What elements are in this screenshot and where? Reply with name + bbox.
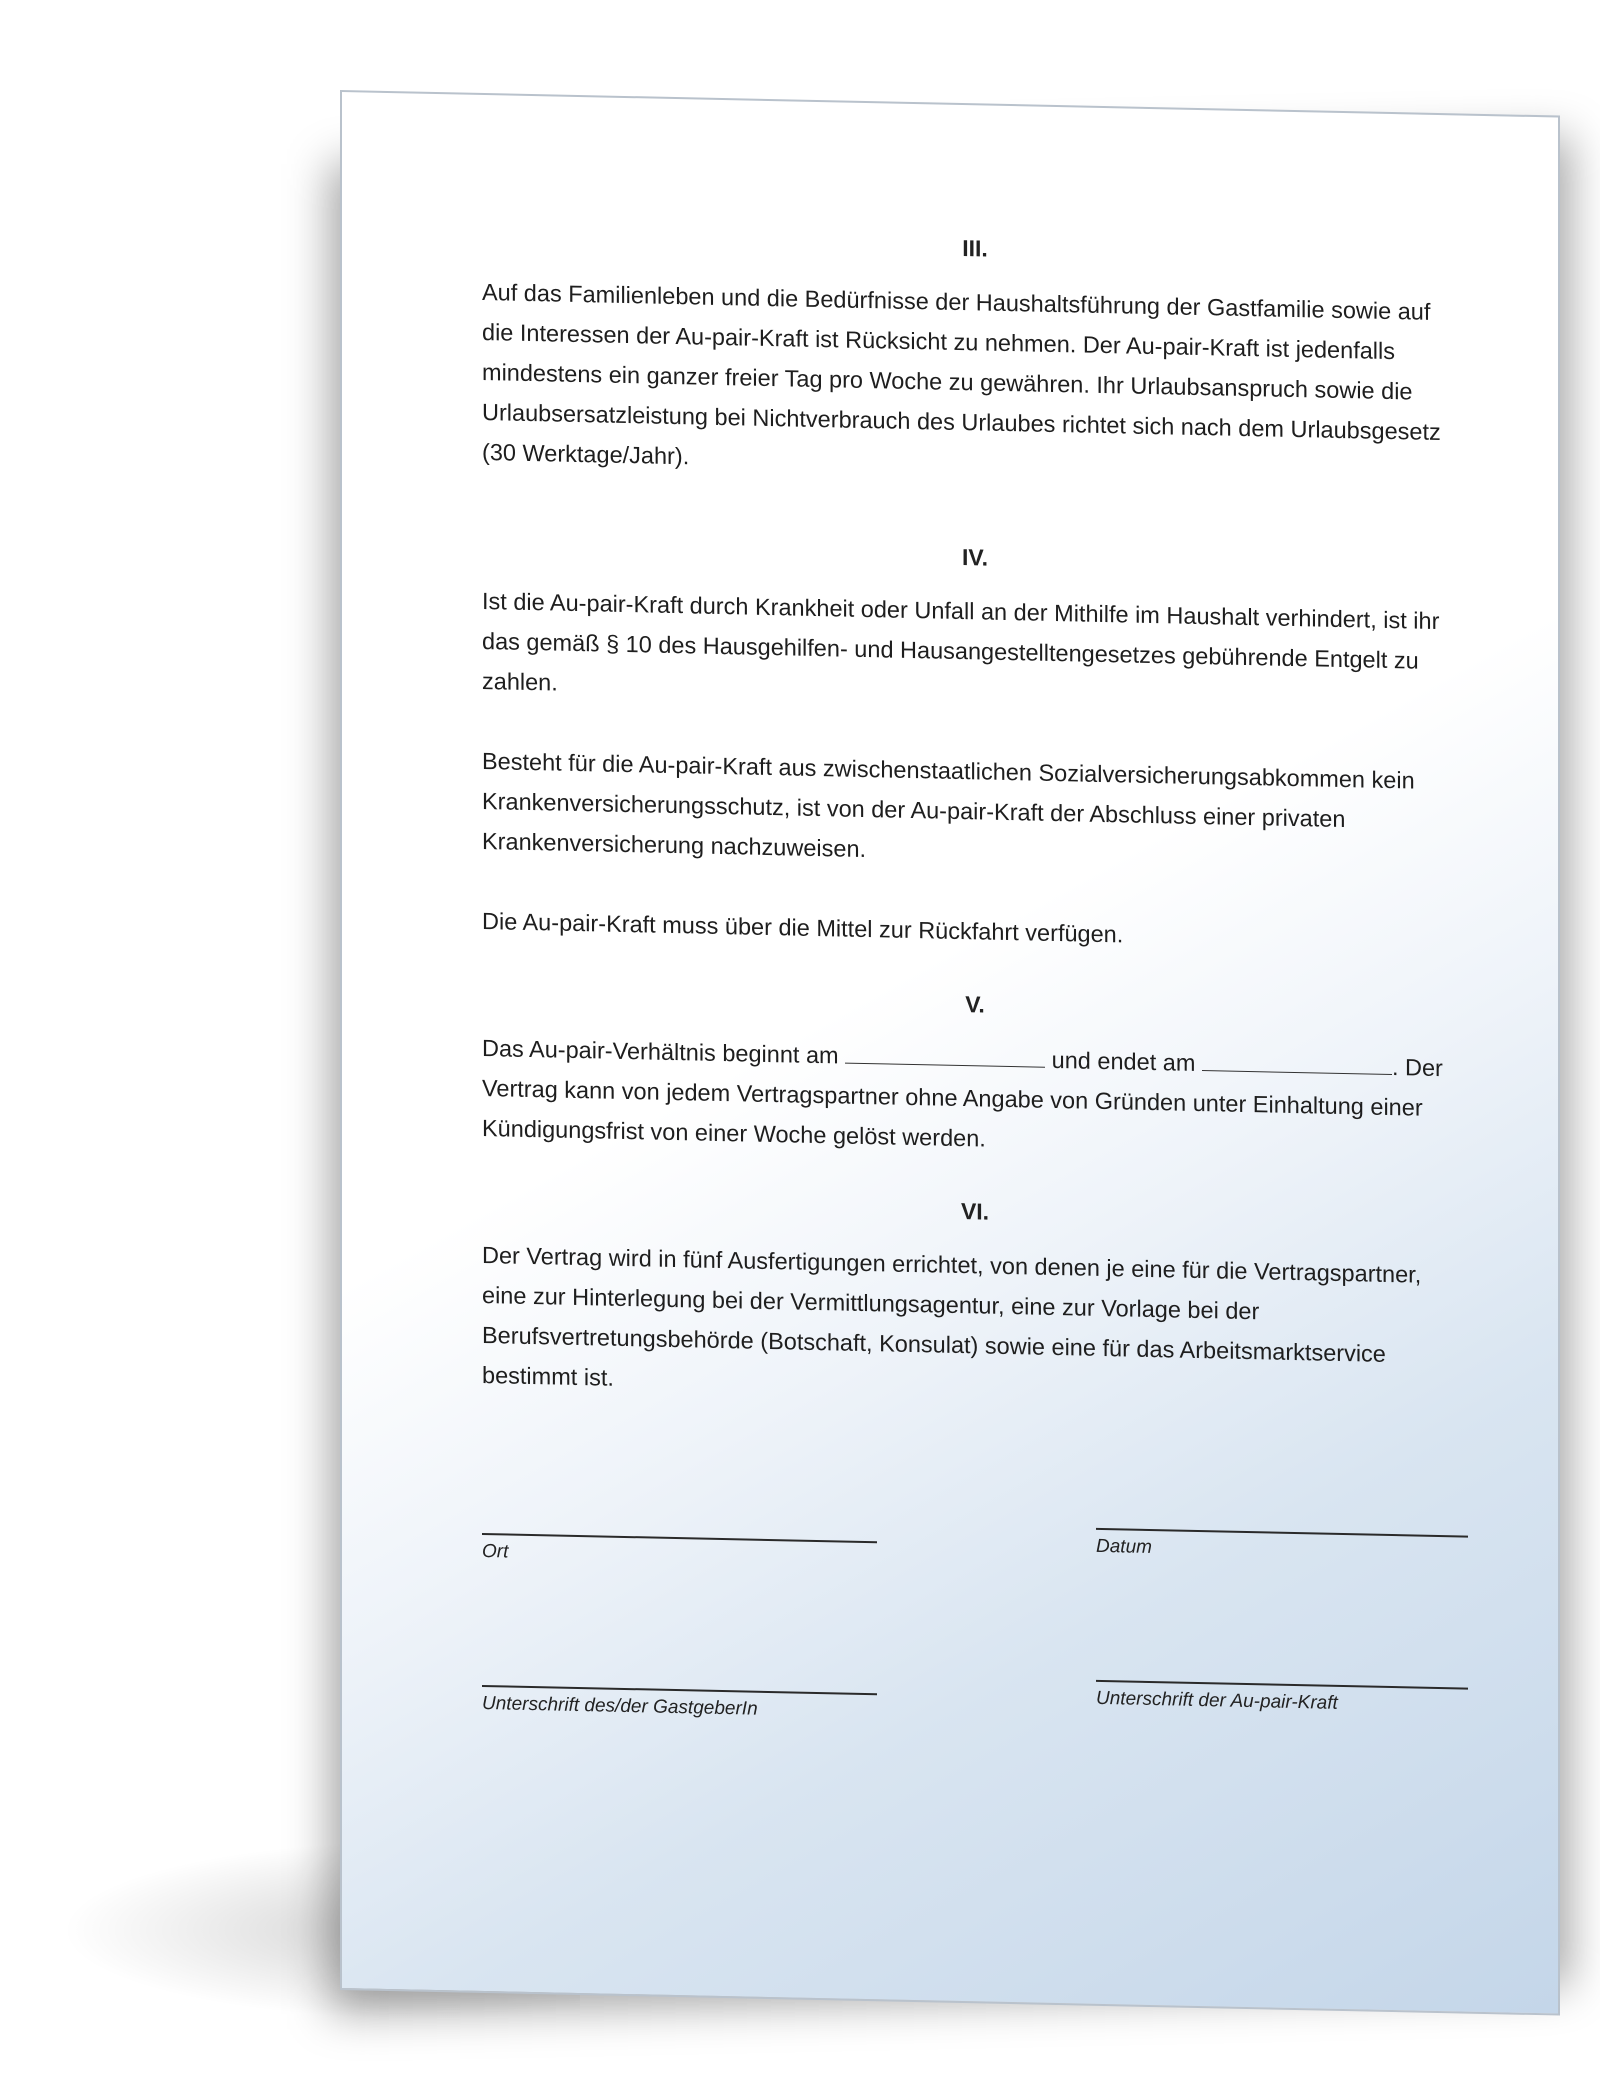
section-paragraph: Auf das Familienleben und die Bedürfnisse der Haushaltsführung der Gastfamilie sowie auf die Interessen der Au-pair-Kraft ist Rücksicht zu nehmen. Der Au-pair-Kraft ist jedenfalls mindestens ein ganzer freier Tag pro Woche zu gewähren. Ihr Urlaubsanspruch sowie die Urlaubsersatzleistung bei Nichtverbrauch des Urlaubes richtet sich nach dem Urlaubsgesetz (30 Werktage/Jahr). xyxy=(482,278,1441,470)
section-paragraph: Besteht für die Au-pair-Kraft aus zwischenstaatlichen Sozialversicherungsabkommen kein Krankenversicherungsschutz, ist von der Au-pair-Kraft der Abschluss einer privaten Krankenversicherung nachzuweisen. xyxy=(482,747,1415,863)
section-iv xyxy=(482,534,1468,962)
document-body xyxy=(482,225,1468,1416)
signature-label: Ort xyxy=(482,1540,509,1563)
signature-ort xyxy=(482,1533,877,1571)
end-date-blank[interactable] xyxy=(1202,1048,1392,1075)
signature-aupair xyxy=(1096,1680,1468,1718)
start-date-blank[interactable] xyxy=(845,1041,1045,1068)
section-heading: V. xyxy=(965,991,985,1018)
section-paragraph: Ist die Au-pair-Kraft durch Krankheit oder Unfall an der Mithilfe im Haushalt verhindert, ist ihr das gemäß § 10 des Hausgehilfen- und Hausangestelltengesetzes gebührende Entgelt zu zahlen. xyxy=(482,587,1440,696)
section-heading: VI. xyxy=(960,1198,990,1225)
document-page xyxy=(340,90,1560,2016)
signature-area xyxy=(482,1515,1468,1816)
section-heading: III. xyxy=(962,235,988,262)
signature-gastgeber xyxy=(482,1685,877,1723)
start-date-label: Das Au-pair-Verhältnis beginnt am xyxy=(482,1034,839,1069)
signature-label: Datum xyxy=(1096,1535,1152,1559)
section-vi xyxy=(482,1188,1468,1416)
section-v xyxy=(482,981,1468,1169)
sentence-end: . xyxy=(1391,1054,1399,1081)
section-iii xyxy=(482,225,1468,493)
section-paragraph: Die Au-pair-Kraft muss über die Mittel zur Rückfahrt verfügen. xyxy=(482,907,1124,948)
signature-label: Unterschrift der Au-pair-Kraft xyxy=(1096,1687,1338,1714)
termination-text: Der Vertrag kann von jedem Vertragspartner ohne Angabe von Gründen unter Einhaltung einer Kündigungsfrist von einer Woche gelöst werden. xyxy=(482,1054,1443,1152)
section-paragraph: Der Vertrag wird in fünf Ausfertigungen errichtet, von denen je eine für die Vertragspartner, eine zur Hinterlegung bei der Vermittlungsagentur, eine zur Vorlage bei der Berufsvertretungsbehörde (Botschaft, Konsulat) sowie eine für das Arbeitsmarktservice bestimmt ist. xyxy=(482,1241,1422,1391)
section-heading: IV. xyxy=(961,544,988,571)
signature-label: Unterschrift des/der GastgeberIn xyxy=(482,1692,758,1720)
end-date-label: und endet am xyxy=(1051,1046,1196,1076)
section-paragraph xyxy=(482,1028,1468,1169)
signature-datum xyxy=(1096,1528,1468,1566)
